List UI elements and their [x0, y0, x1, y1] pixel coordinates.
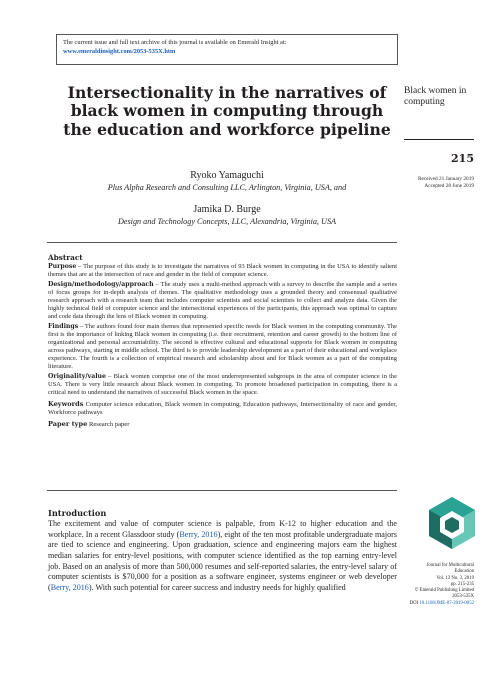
originality-text: – Black women comprise one of the most underrepresented subgroups in the area of computer science in the USA. There is very little research about Black women in computing. To promote broadened participation in computing, there is a critical need to understand the narratives of successful Black women in the space. — [48, 373, 397, 397]
intro-text-part: ). With such potential for career success and industry needs for highly qualified — [88, 582, 346, 592]
findings-label: Findings — [48, 323, 79, 331]
doi-link[interactable]: 10.1108/JME-07-2019-0052 — [419, 600, 474, 606]
page-number: 215 — [451, 152, 474, 165]
publisher-logo-icon — [429, 497, 475, 549]
doi-line — [400, 601, 474, 607]
sidebar-divider — [404, 139, 474, 140]
introduction-text — [48, 519, 397, 594]
design-label: Design/methodology/approach — [48, 281, 154, 289]
journal-info — [400, 563, 474, 607]
abstract-findings — [48, 323, 397, 370]
design-text: – The study uses a multi-method approach with a survey to describe the sample and a series of focus groups for in-depth analysis of themes. The qualitative methodology uses a grounded theory and consensual qualitative research approach with a research team that includes computer scientists and social scientists to collect and analyze data. Given the highly technical field of computer science and the intersectional experiences of the participants, this approach was optimal to capture and code data through the lens of Black women in computing. — [48, 281, 397, 320]
abstract — [48, 253, 397, 430]
received-date: Received 21 January 2019 — [417, 176, 474, 182]
author-affiliation: Plus Alpha Research and Consulting LLC, Arlington, Virginia, USA, and — [107, 183, 347, 192]
citation-link[interactable]: Berry, 2016 — [179, 529, 218, 539]
journal-pages: pp. 215-235 — [450, 581, 474, 587]
keywords-label: Keywords — [48, 400, 84, 408]
abstract-top-rule — [47, 242, 397, 243]
intro-text-part: The excitement and value of computer science is palpable, from K-12 to higher education and the workplace. In a recent Glassdoor study ( — [48, 519, 397, 539]
citation-link[interactable]: Berry, 2016 — [50, 582, 89, 592]
access-notice-text: The current issue and full text archive of this journal is available on Emerald Insight at: — [63, 39, 287, 46]
findings-text: – The authors found four main themes that represented specific needs for Black women in the computing community. The first is the importance of linking Black women in computing (i.e. their recruitment, retention and career growth) to the bottom line of organizational and personal accountability. The second is effective cultural and educational supports for Black women in computing across pathways, starting in middle school. The third is to provide leadership development as a part of their educational and workplace experience. The fourth is a collection of empirical research and scholarship about and for Black women as a part of the computing literature. — [48, 323, 397, 370]
abstract-design — [48, 281, 397, 321]
author-name: Ryoko Yamaguchi — [190, 170, 264, 181]
paper-type — [48, 420, 397, 429]
purpose-text: – The purpose of this study is to investigate the narratives of 93 Black women in computing in the USA to identify salient themes that are at the intersection of race and gender in the field of computer science. — [48, 263, 397, 278]
author-1 — [56, 170, 398, 193]
access-notice-box — [56, 34, 398, 65]
journal-archive-link[interactable]: www.emeraldinsight.com/2053-535X.htm — [63, 47, 176, 55]
accepted-date: Accepted 28 June 2019 — [424, 183, 474, 189]
doi-label: DOI — [409, 600, 419, 606]
journal-name: Journal for Multicultural — [426, 563, 474, 568]
journal-name-cont: Education — [454, 569, 474, 575]
purpose-label: Purpose — [48, 263, 77, 270]
journal-volume: Vol. 13 No. 3, 2019 — [436, 575, 474, 581]
publisher: © Emerald Publishing Limited — [414, 588, 474, 594]
introduction-heading: Introduction — [48, 508, 107, 518]
intro-text-part: ), eight of the ten most profitable undergraduate majors are tied to science and engineering. Upon graduation, science and engineering majors earn the highest median salaries for entry-level positions, with computer science identified as the top earning entry-level job. Based on an analysis of more than 500,000 resumes and self-reported salaries, the entry-level salary of computer scientists is $70,000 for a position as a software engineer, systems engineer or web developer ( — [48, 529, 398, 592]
running-title: Black women in computing — [404, 86, 467, 107]
keywords — [48, 400, 397, 417]
author-name: Jamika D. Burge — [193, 204, 261, 215]
keywords-text: Computer science education, Black women in computing, Education pathways, Intersectionality of race and gender, Workforce pathways — [48, 401, 397, 417]
issn: 2053-535X — [452, 594, 474, 600]
article-dates — [404, 176, 474, 190]
article-title: Intersectionality in the narratives of black women in computing through the education and workforce pipeline — [63, 83, 391, 139]
paper-type-label: Paper type — [48, 420, 88, 429]
abstract-heading: Abstract — [48, 253, 83, 262]
abstract-purpose — [48, 263, 397, 279]
abstract-originality — [48, 373, 397, 397]
author-affiliation: Design and Technology Concepts, LLC, Alexandria, Virginia, USA — [117, 217, 337, 226]
originality-label: Originality/value — [48, 373, 106, 381]
abstract-bottom-rule — [47, 490, 397, 491]
author-2 — [56, 204, 398, 227]
paper-type-text: Research paper — [87, 421, 130, 429]
